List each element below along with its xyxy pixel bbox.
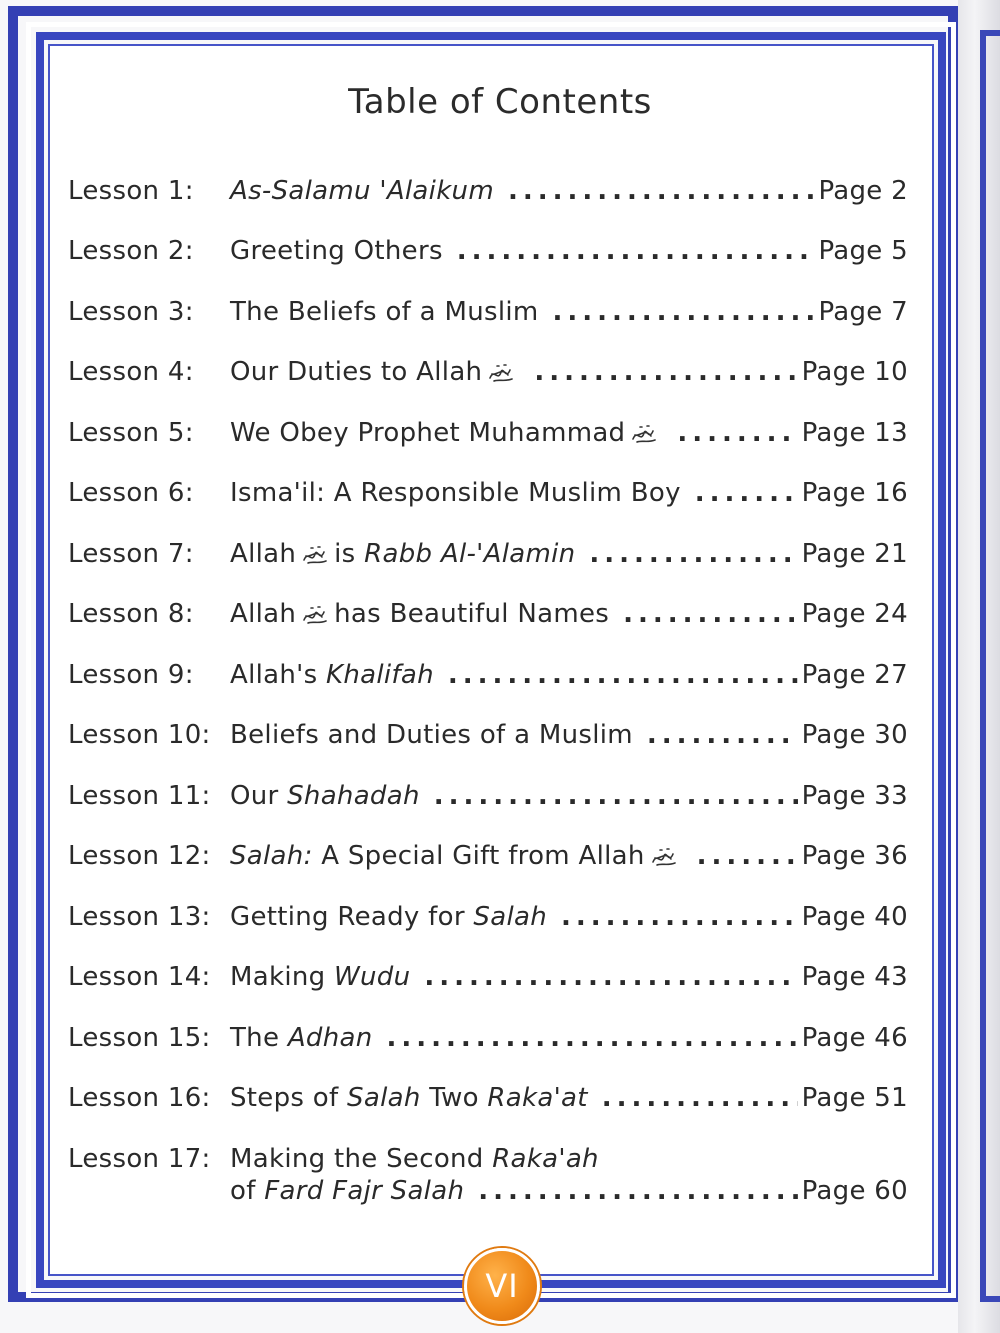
page-reference: Page 16 [801,478,908,508]
entry-title-text: Khalifah [326,660,434,690]
dot-leader [677,418,797,448]
entry-title [230,1023,373,1053]
lesson-label: Lesson 13: [68,902,211,932]
dot-leader [387,1023,798,1053]
entry-title-text: Rabb Al-'Alamin [364,539,576,569]
entry-line [230,1083,908,1113]
entry-title-text: of [230,1176,265,1206]
entry-title [230,841,683,871]
entry-title-text: Our [230,781,288,811]
toc-entry[interactable] [68,599,908,639]
entry-title [230,478,681,508]
toc-entry[interactable] [68,841,908,881]
toc-entry[interactable] [68,1023,908,1063]
dot-leader [534,357,797,387]
lesson-label: Lesson 14: [68,962,211,992]
page-reference: Page 27 [801,660,908,690]
entry-title-text: Salah [473,902,547,932]
entry-title-text: Salah: [230,841,313,871]
entry-title-text: Getting Ready for [230,902,474,932]
entry-title [230,902,547,932]
entry-line [230,478,908,508]
entry-title [230,418,663,448]
page-reference: Page 60 [801,1176,908,1206]
page-reference: Page 5 [818,236,908,266]
lesson-label: Lesson 8: [68,599,194,629]
honorific-swt-icon [302,604,328,626]
entry-title [230,539,575,569]
entry-title-text: Isma'il: A Responsible Muslim Boy [230,478,681,508]
entry-line [230,599,908,629]
toc-entry[interactable] [68,781,908,821]
dot-leader [695,478,798,508]
entry-title-text: Shahadah [287,781,420,811]
entry-title [230,1144,599,1174]
entry-title-text: We Obey Prophet Muhammad [230,418,626,448]
entry-title [230,357,520,387]
lesson-label: Lesson 2: [68,236,194,266]
entry-title-text: The [230,1023,288,1053]
entry-title-text: The Beliefs of a Muslim [230,297,539,327]
entry-line [230,539,908,569]
entry-line [230,962,908,992]
dot-leader [424,962,797,992]
dot-leader [561,902,798,932]
entry-title-text: has Beautiful Names [334,599,610,629]
entry-title-text: Making the Second [230,1144,493,1174]
honorific-saw-icon [631,423,657,445]
entry-title [230,1083,588,1113]
entry-title [230,236,443,266]
lesson-label: Lesson 7: [68,539,194,569]
entry-title [230,720,633,750]
entry-title-text: Raka'at [487,1083,588,1113]
entry-title-text: Salah [347,1083,421,1113]
toc-entry[interactable] [68,297,908,337]
entry-title [230,962,410,992]
entry-title-text: Two [420,1083,488,1113]
page-reference: Page 51 [801,1083,908,1113]
entry-line [230,902,908,932]
page-reference: Page 21 [801,539,908,569]
page-reference: Page 2 [818,176,908,206]
entry-line [230,176,908,206]
page-title: Table of Contents [348,82,652,122]
entry-title-text: Allah's [230,660,327,690]
entry-title-text: A Special Gift from Allah [312,841,645,871]
dot-leader [623,599,797,629]
page-reference: Page 43 [801,962,908,992]
honorific-swt-icon [488,362,514,384]
next-page-frame-edge [980,30,1000,1302]
toc-entry[interactable] [68,176,908,216]
toc-entry[interactable] [68,660,908,700]
toc-entry[interactable] [68,418,908,458]
dot-leader [647,720,798,750]
page-number-badge: VI [464,1248,540,1324]
toc-entry[interactable] [68,236,908,276]
toc-entry[interactable] [68,902,908,942]
lesson-label: Lesson 16: [68,1083,211,1113]
page-reference: Page 7 [818,297,908,327]
entry-title-text: Our Duties to Allah [230,357,483,387]
page-reference: Page 13 [801,418,908,448]
toc-entry[interactable] [68,720,908,760]
dot-leader [434,781,798,811]
entry-line [230,1023,908,1053]
dot-leader [589,539,797,569]
entry-title [230,660,434,690]
entry-line [230,841,908,871]
page-reference: Page 46 [801,1023,908,1053]
page-reference: Page 40 [801,902,908,932]
entry-title-text: Beliefs and Duties of a Muslim [230,720,633,750]
entry-line [230,418,908,448]
dot-leader [602,1083,798,1113]
entry-title-text: Allah [230,599,297,629]
entry-title-text: Making [230,962,334,992]
page-reference: Page 30 [801,720,908,750]
toc-entry[interactable] [68,478,908,518]
entry-line [230,357,908,387]
dot-leader [697,841,798,871]
page-reference: Page 24 [801,599,908,629]
lesson-label: Lesson 5: [68,418,194,448]
lesson-label: Lesson 12: [68,841,211,871]
entry-line [230,720,908,750]
entry-line [230,660,908,690]
toc-entry[interactable] [68,1083,908,1123]
entry-title-text: Adhan [287,1023,373,1053]
toc-entry[interactable] [68,357,908,397]
entry-title [230,176,494,206]
honorific-swt-icon [651,846,677,868]
page-reference: Page 33 [801,781,908,811]
lesson-label: Lesson 17: [68,1144,211,1174]
lesson-label: Lesson 10: [68,720,211,750]
lesson-label: Lesson 1: [68,176,194,206]
lesson-label: Lesson 11: [68,781,211,811]
entry-line [230,781,908,811]
entry-line [230,236,908,266]
entry-title-text: is [334,539,365,569]
toc-entry[interactable] [68,539,908,579]
lesson-label: Lesson 4: [68,357,194,387]
entry-title [230,599,609,629]
entry-title-text: As-Salamu 'Alaikum [230,176,494,206]
dot-leader [508,176,814,206]
lesson-label: Lesson 15: [68,1023,211,1053]
entry-title-text: Wudu [334,962,411,992]
page-reference: Page 10 [801,357,908,387]
lesson-label: Lesson 9: [68,660,194,690]
dot-leader [478,1176,797,1206]
dot-leader [457,236,815,266]
entry-title [230,297,539,327]
entry-title-text: Fard Fajr Salah [264,1176,465,1206]
entry-title [230,781,420,811]
dot-leader [553,297,815,327]
lesson-label: Lesson 6: [68,478,194,508]
entry-title [230,1176,464,1206]
entry-title-text: Greeting Others [230,236,443,266]
entry-title-text: Steps of [230,1083,348,1113]
toc-entry[interactable] [68,1144,908,1224]
entry-title-text: Allah [230,539,297,569]
lesson-label: Lesson 3: [68,297,194,327]
entry-line [230,297,908,327]
entry-line-1 [230,1144,908,1174]
honorific-swt-icon [302,544,328,566]
page-reference: Page 36 [801,841,908,871]
toc-entry[interactable] [68,962,908,1002]
dot-leader [448,660,798,690]
entry-line-2 [230,1176,908,1206]
entry-title-text: Raka'ah [492,1144,599,1174]
